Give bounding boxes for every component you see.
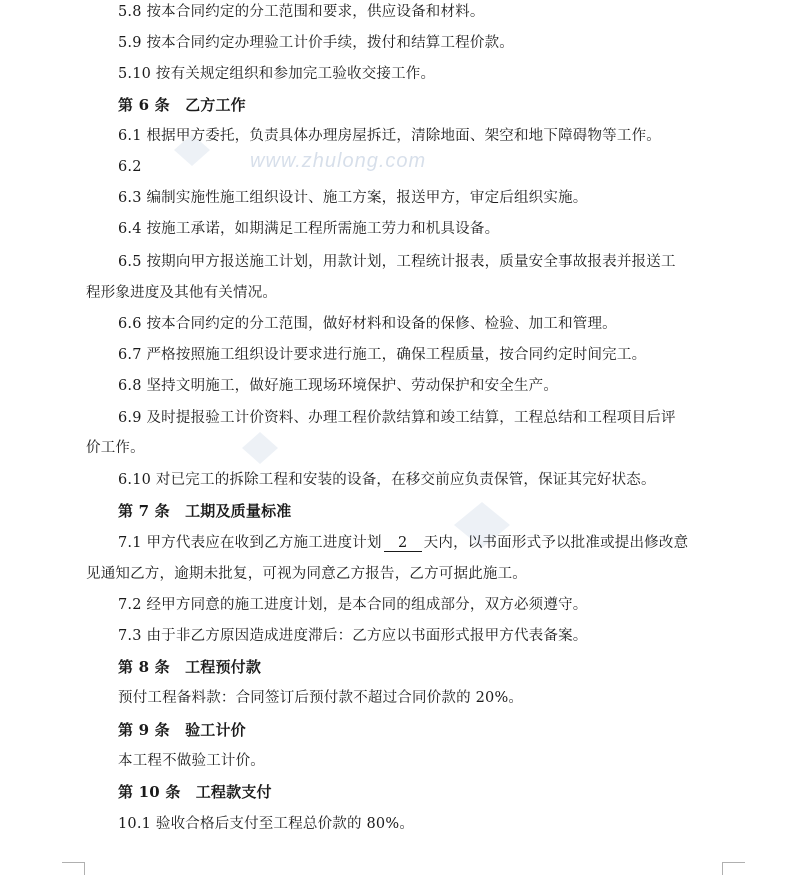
clause-7-1-text: 7.1 甲方代表应在收到乙方施工进度计划 (118, 535, 382, 551)
article-9-heading: 第 9 条 验工计价 (118, 721, 246, 739)
clause-10-1: 10.1 验收合格后支付至工程总价款的 80%。 (118, 816, 415, 832)
clause-6-3: 6.3 编制实施性施工组织设计、施工方案，报送甲方，审定后组织实施。 (118, 190, 588, 206)
clause-6-10: 6.10 对已完工的拆除工程和安装的设备，在移交前应负责保管，保证其完好状态。 (118, 472, 656, 488)
clause-7-3: 7.3 由于非乙方原因造成进度滞后：乙方应以书面形式报甲方代表备案。 (118, 628, 588, 644)
article-10-heading: 第 10 条 工程款支付 (118, 783, 272, 801)
clause-6-7: 6.7 严格按照施工组织设计要求进行施工，确保工程质量，按合同约定时间完工。 (118, 347, 647, 363)
clause-6-5-cont: 程形象进度及其他有关情况。 (86, 285, 278, 301)
days-blank-field: 2 (384, 536, 422, 552)
clause-5-9: 5.9 按本合同约定办理验工计价手续，拨付和结算工程价款。 (118, 35, 514, 51)
advance-payment-text: 预付工程备料款：合同签订后预付款不超过合同价款的 20%。 (118, 690, 524, 706)
clause-6-9: 6.9 及时提报验工计价资料、办理工程价款结算和竣工结算，工程总结和工程项目后评 (118, 410, 676, 426)
article-8-heading: 第 8 条 工程预付款 (118, 658, 262, 676)
valuation-text: 本工程不做验工计价。 (118, 753, 265, 769)
clause-6-2: 6.2 (118, 159, 142, 175)
clause-6-6: 6.6 按本合同约定的分工范围，做好材料和设备的保修、检验、加工和管理。 (118, 316, 617, 332)
clause-6-4: 6.4 按施工承诺，如期满足工程所需施工劳力和机具设备。 (118, 221, 500, 237)
clause-5-10: 5.10 按有关规定组织和参加完工验收交接工作。 (118, 66, 436, 82)
clause-7-1-text-post: 天内，以书面形式予以批准或提出修改意 (423, 535, 689, 551)
clause-7-1-cont: 见通知乙方，逾期未批复，可视为同意乙方报告，乙方可据此施工。 (86, 566, 527, 582)
clause-7-1 (118, 533, 688, 553)
watermark-logo-icon (240, 430, 280, 466)
clause-5-8: 5.8 按本合同约定的分工范围和要求，供应设备和材料。 (118, 4, 485, 20)
page-corner-mark-right (722, 862, 745, 875)
clause-6-5: 6.5 按期向甲方报送施工计划，用款计划，工程统计报表，质量安全事故报表并报送工 (118, 254, 676, 270)
watermark-text: www.zhulong.com (250, 150, 427, 172)
article-7-heading: 第 7 条 工期及质量标准 (118, 502, 292, 520)
clause-6-1: 6.1 根据甲方委托，负责具体办理房屋拆迁，清除地面、架空和地下障碍物等工作。 (118, 128, 661, 144)
article-6-heading: 第 6 条 乙方工作 (118, 96, 246, 114)
page-corner-mark-left (62, 862, 85, 875)
clause-7-2: 7.2 经甲方同意的施工进度计划，是本合同的组成部分，双方必须遵守。 (118, 597, 588, 613)
clause-6-9-cont: 价工作。 (86, 440, 145, 456)
clause-6-8: 6.8 坚持文明施工，做好施工现场环境保护、劳动保护和安全生产。 (118, 378, 559, 394)
